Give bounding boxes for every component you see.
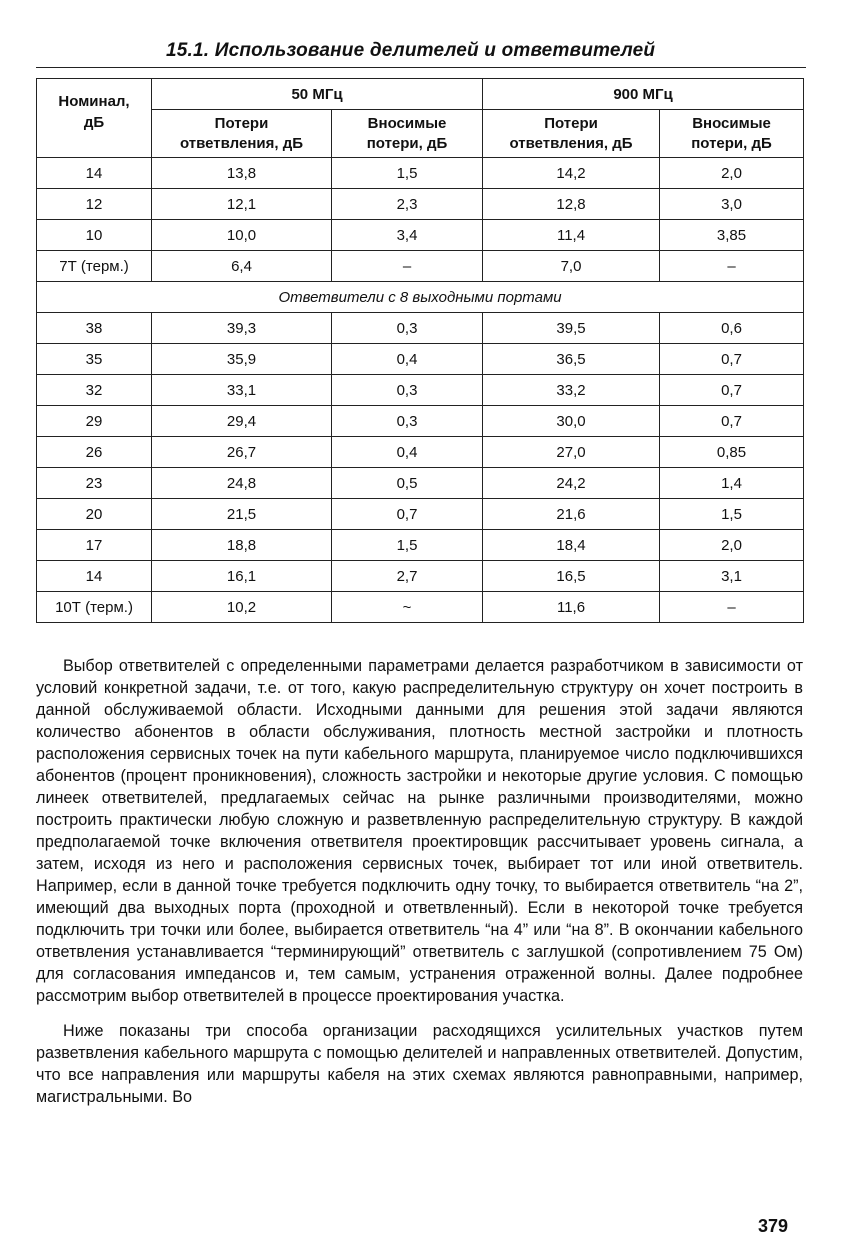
cell-nominal: 38: [37, 313, 152, 344]
cell-insertion-loss-50: 0,3: [332, 313, 483, 344]
section-row: [37, 282, 804, 313]
cell-insertion-loss-50: 2,3: [332, 189, 483, 220]
page-number: 379: [758, 1216, 789, 1236]
cell-nominal: 29: [37, 406, 152, 437]
cell-insertion-loss-900: 0,7: [660, 406, 804, 437]
cell-insertion-loss-900: 1,4: [660, 468, 804, 499]
cell-nominal: 20: [37, 499, 152, 530]
cell-insertion-loss-900: 3,1: [660, 561, 804, 592]
table-row: [37, 561, 804, 592]
cell-tap-loss-50: 24,8: [152, 468, 332, 499]
cell-tap-loss-50: 12,1: [152, 189, 332, 220]
table-row: [37, 344, 804, 375]
section-label: Ответвители с 8 выходными портами: [37, 282, 804, 313]
table-row: [37, 499, 804, 530]
table-body-group-b: [37, 313, 804, 623]
cell-nominal: 14: [37, 561, 152, 592]
cell-insertion-loss-900: 0,7: [660, 344, 804, 375]
table-row: [37, 158, 804, 189]
table-row: [37, 592, 804, 623]
insertion-loss-label: Вносимые: [692, 114, 771, 132]
column-header-insertion-loss-900: [660, 110, 804, 158]
cell-insertion-loss-900: 3,85: [660, 220, 804, 251]
tap-loss-unit: ответвления, дБ: [509, 134, 633, 152]
coupler-spec-table: [36, 78, 804, 623]
table-row: [37, 313, 804, 344]
tap-loss-unit: ответвления, дБ: [179, 134, 304, 152]
table-row: [37, 468, 804, 499]
cell-tap-loss-50: 35,9: [152, 344, 332, 375]
cell-insertion-loss-50: 3,4: [332, 220, 483, 251]
paragraph: Ниже показаны три способа организации расходящихся усилительных участков путем разветвления кабельного маршрута с помощью делителей и направленных ответвителей. Допустим, что все направления или маршруты кабеля на этих схемах являются равноправными, например, магистральными. Во: [36, 1022, 803, 1106]
cell-nominal: 14: [37, 158, 152, 189]
cell-tap-loss-900: 36,5: [483, 344, 660, 375]
cell-tap-loss-900: 11,6: [483, 592, 660, 623]
tap-loss-label: Потери: [214, 114, 269, 132]
table-row: [37, 375, 804, 406]
table-row: [37, 251, 804, 282]
cell-nominal: 12: [37, 189, 152, 220]
cell-insertion-loss-50: 0,4: [332, 344, 483, 375]
cell-nominal: 32: [37, 375, 152, 406]
cell-tap-loss-50: 10,2: [152, 592, 332, 623]
table-subheader-row: [37, 110, 804, 158]
cell-insertion-loss-50: 0,3: [332, 406, 483, 437]
column-header-nominal: [37, 79, 152, 158]
table-row: [37, 437, 804, 468]
cell-tap-loss-50: 16,1: [152, 561, 332, 592]
group-header-900mhz: 900 МГц: [483, 79, 804, 110]
tap-loss-label: Потери: [544, 114, 598, 132]
cell-tap-loss-900: 39,5: [483, 313, 660, 344]
cell-nominal: 10: [37, 220, 152, 251]
cell-tap-loss-900: 30,0: [483, 406, 660, 437]
group-header-50mhz: 50 МГц: [152, 79, 483, 110]
cell-insertion-loss-50: 0,4: [332, 437, 483, 468]
insertion-loss-unit: потери, дБ: [366, 134, 448, 152]
nominal-header-line1: Номинал,: [58, 93, 130, 110]
insertion-loss-unit: потери, дБ: [691, 134, 772, 152]
cell-tap-loss-50: 26,7: [152, 437, 332, 468]
cell-tap-loss-900: 24,2: [483, 468, 660, 499]
nominal-header-line2: дБ: [83, 114, 105, 131]
cell-insertion-loss-50: 1,5: [332, 530, 483, 561]
cell-insertion-loss-50: ~: [332, 592, 483, 623]
cell-tap-loss-50: 10,0: [152, 220, 332, 251]
cell-tap-loss-900: 16,5: [483, 561, 660, 592]
cell-insertion-loss-900: 0,6: [660, 313, 804, 344]
cell-insertion-loss-900: 1,5: [660, 499, 804, 530]
cell-insertion-loss-900: 0,85: [660, 437, 804, 468]
column-header-tap-loss-900: [483, 110, 660, 158]
table-section: [37, 282, 804, 313]
cell-tap-loss-900: 7,0: [483, 251, 660, 282]
cell-insertion-loss-900: 3,0: [660, 189, 804, 220]
cell-nominal: 35: [37, 344, 152, 375]
cell-tap-loss-900: 21,6: [483, 499, 660, 530]
cell-tap-loss-50: 6,4: [152, 251, 332, 282]
table-row: [37, 530, 804, 561]
cell-insertion-loss-900: 0,7: [660, 375, 804, 406]
table-row: [37, 189, 804, 220]
cell-tap-loss-900: 33,2: [483, 375, 660, 406]
page-header-title: 15.1. Использование делителей и ответвителей: [166, 40, 656, 61]
cell-tap-loss-50: 29,4: [152, 406, 332, 437]
cell-nominal: 26: [37, 437, 152, 468]
cell-tap-loss-50: 13,8: [152, 158, 332, 189]
table-body-group-a: [37, 158, 804, 282]
cell-insertion-loss-900: 2,0: [660, 530, 804, 561]
cell-insertion-loss-50: 2,7: [332, 561, 483, 592]
cell-tap-loss-900: 12,8: [483, 189, 660, 220]
cell-insertion-loss-50: 1,5: [332, 158, 483, 189]
cell-tap-loss-50: 21,5: [152, 499, 332, 530]
table-row: [37, 220, 804, 251]
cell-nominal: 23: [37, 468, 152, 499]
cell-insertion-loss-50: 0,3: [332, 375, 483, 406]
cell-tap-loss-900: 11,4: [483, 220, 660, 251]
paragraph: Выбор ответвителей с определенными параметрами делается разработчиком в зависимости от условий конкретной задачи, т.е. от того, какую распределительную структуру он хочет построить в данной обслуживаемой области. Исходными данными для решения этой задачи являются количество абонентов в области обслуживания, плотность местной застройки и плотность расположения сервисных точек на пути кабельного маршрута, планируемое число подключившихся абонентов (процент проникновения), сложность застройки и некоторые другие условия. С помощью линеек ответвителей, предлагаемых сейчас на рынке различными производителями, можно построить практически любую сложную и разветвленную распределительную структуру. В каждой предполагаемой точке включения ответвителя проектировщик рассчитывает уровень сигнала, а затем, исходя из него и расположения сервисных точек, выбирает тот или иной ответвитель. Например, если в данной точке требуется подключить одну точку, то выбирается ответвитель “на 2”, имеющий два выходных порта (проходной и ответвленный). Если в некоторой точке требуется подключить три точки или более, выбирается ответвитель “на 4” или “на 8”. В окончании кабельного ответвления устанавливается “терминирующий” ответвитель с заглушкой (сопротивлением 75 Ом) для согласования импедансов и, тем самым, устранения отраженной волны. Далее подробнее рассмотрим выбор ответвителей в процессе проектирования участка.: [36, 657, 803, 1005]
column-header-tap-loss-50: [152, 110, 332, 158]
header-divider: [36, 67, 806, 68]
cell-insertion-loss-50: 0,5: [332, 468, 483, 499]
cell-insertion-loss-900: –: [660, 592, 804, 623]
cell-tap-loss-50: 39,3: [152, 313, 332, 344]
table-row: [37, 406, 804, 437]
cell-insertion-loss-50: 0,7: [332, 499, 483, 530]
body-text: [36, 655, 803, 1108]
cell-tap-loss-900: 14,2: [483, 158, 660, 189]
insertion-loss-label: Вносимые: [367, 114, 447, 132]
cell-tap-loss-50: 18,8: [152, 530, 332, 561]
cell-nominal: 17: [37, 530, 152, 561]
cell-insertion-loss-50: –: [332, 251, 483, 282]
column-header-insertion-loss-50: [332, 110, 483, 158]
cell-tap-loss-50: 33,1: [152, 375, 332, 406]
cell-insertion-loss-900: –: [660, 251, 804, 282]
cell-insertion-loss-900: 2,0: [660, 158, 804, 189]
cell-tap-loss-900: 18,4: [483, 530, 660, 561]
cell-nominal: 7Т (терм.): [37, 251, 152, 282]
table-header-row: [37, 79, 804, 110]
cell-nominal: 10Т (терм.): [37, 592, 152, 623]
cell-tap-loss-900: 27,0: [483, 437, 660, 468]
